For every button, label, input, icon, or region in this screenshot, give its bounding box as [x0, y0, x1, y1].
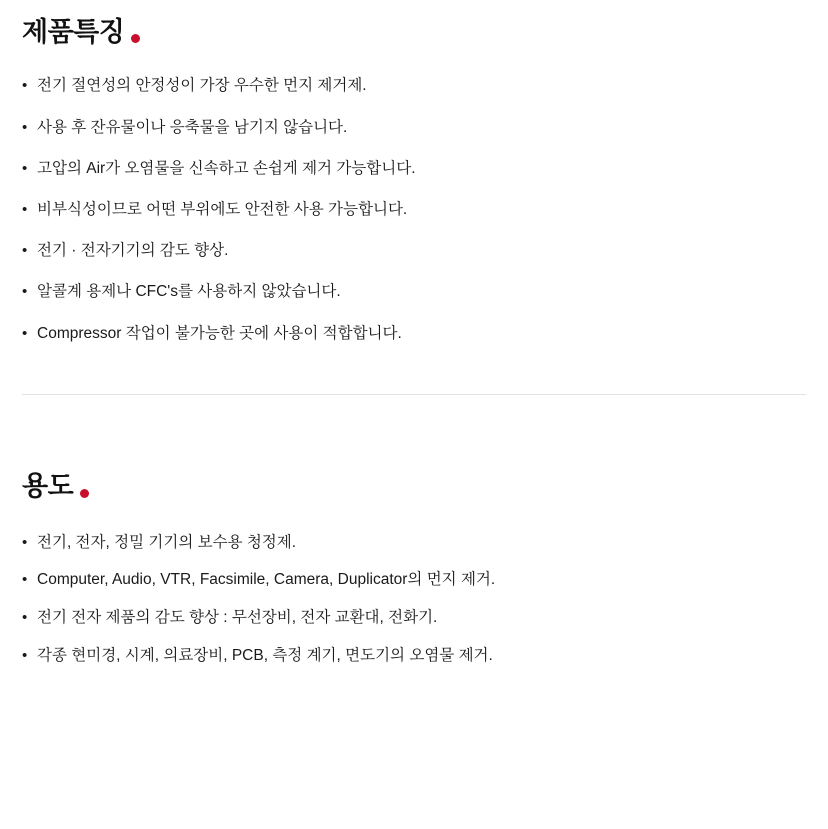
list-item: • 사용 후 잔유물이나 응축물을 남기지 않습니다. [22, 117, 806, 139]
list-item: • 비부식성이므로 어떤 부위에도 안전한 사용 가능합니다. [22, 199, 806, 221]
features-title: 제품특징 [22, 17, 125, 47]
list-item: • Compressor 작업이 불가능한 곳에 사용이 적합합니다. [22, 323, 806, 345]
list-item: • 전기, 전자, 정밀 기기의 보수용 청정제. [22, 532, 806, 554]
uses-title-row [22, 470, 806, 502]
uses-list [22, 532, 806, 667]
section-uses [22, 395, 806, 666]
list-item: • 전기 절연성의 안정성이 가장 우수한 먼지 제거제. [22, 75, 806, 97]
list-item: • 알콜계 용제나 CFC's를 사용하지 않았습니다. [22, 281, 806, 303]
section-product-features [22, 0, 806, 344]
list-item: • 전기 전자 제품의 감도 향상 : 무선장비, 전자 교환대, 전화기. [22, 607, 806, 629]
features-list [22, 75, 806, 344]
list-item: • 고압의 Air가 오염물을 신속하고 손쉽게 제거 가능합니다. [22, 158, 806, 180]
accent-dot-icon [80, 489, 89, 498]
uses-title: 용도 [22, 471, 74, 502]
list-item: • Computer, Audio, VTR, Facsimile, Camera, Duplicator의 먼지 제거. [22, 569, 806, 591]
list-item: • 전기 · 전자기기의 감도 향상. [22, 240, 806, 262]
list-item: • 각종 현미경, 시계, 의료장비, PCB, 측정 계기, 면도기의 오염물 제거. [22, 645, 806, 667]
features-title-row [22, 16, 806, 48]
accent-dot-icon [131, 34, 140, 43]
